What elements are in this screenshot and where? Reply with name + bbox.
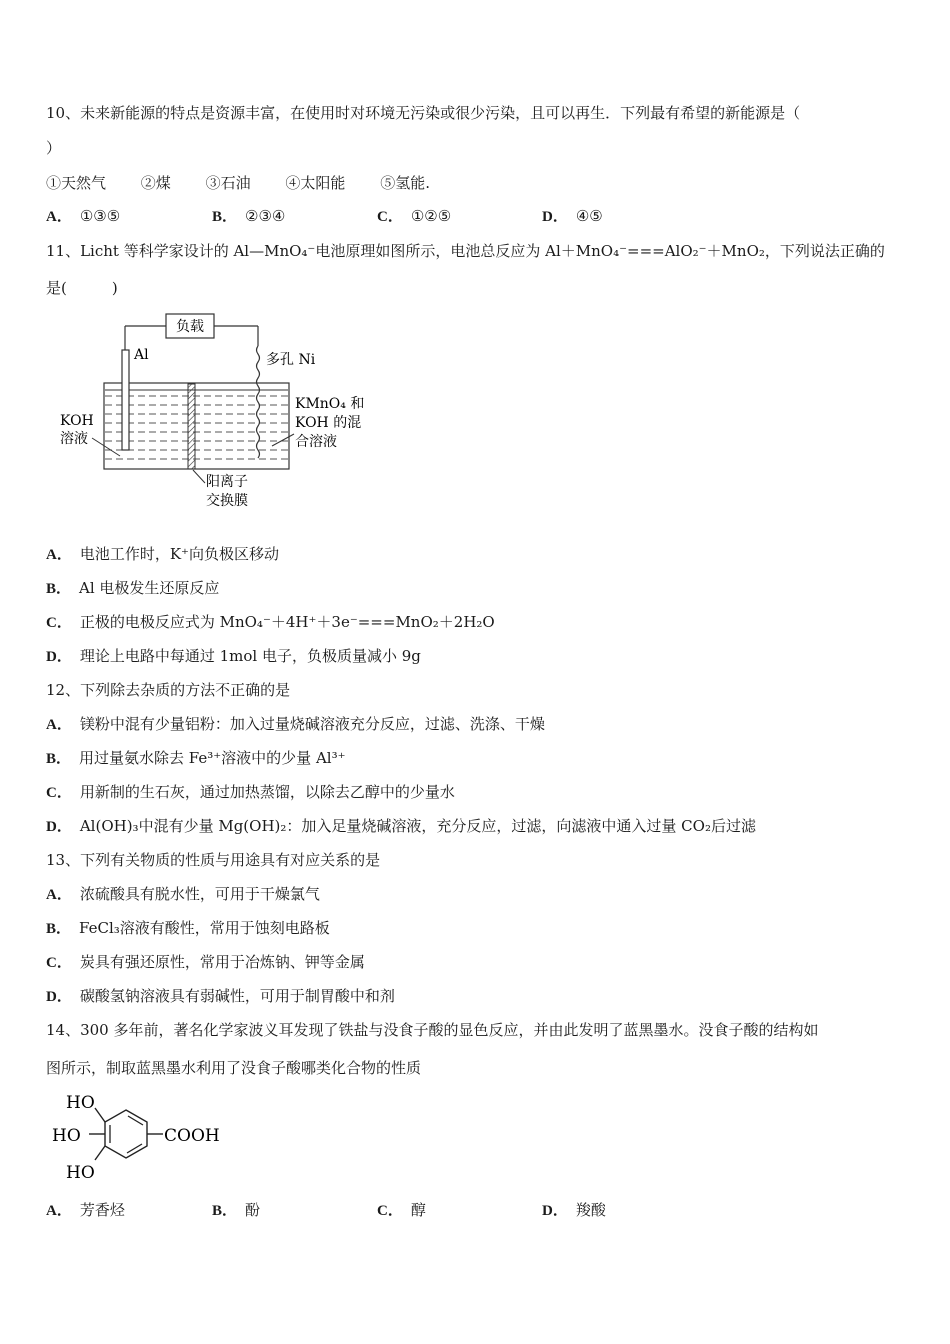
q11-option-a: A． 电池工作时，K⁺向负极区移动	[46, 545, 279, 563]
q11-option-d: D． 理论上电路中每通过 1mol 电子，负极质量减小 9g	[46, 647, 421, 665]
ho-bottom-label: HO	[66, 1163, 95, 1183]
q10-option-c: C． ①②⑤	[377, 207, 452, 225]
q13-stem: 13、下列有关物质的性质与用途具有对应关系的是	[46, 851, 381, 869]
q10-item: ⑤氢能.	[380, 174, 430, 192]
q14-option-d: D． 羧酸	[542, 1201, 606, 1219]
cation-exchange-membrane	[188, 384, 195, 469]
q11-stem-line1: 11、Licht 等科学家设计的 Al—MnO₄⁻电池原理如图所示，电池总反应为 Al＋MnO₄⁻===AlO₂⁻＋MnO₂，下列说法正确的	[46, 242, 885, 260]
q10-option-d: D． ④⑤	[542, 207, 603, 225]
q10-stem-line2: ）	[46, 139, 62, 157]
q14-stem-line1: 14、300 多年前，著名化学家波义耳发现了铁盐与没食子酸的显色反应，并由此发明了蓝黑墨水。没食子酸的结构如	[46, 1021, 819, 1039]
cooh-label: COOH	[164, 1126, 220, 1146]
q10-item: ②煤	[140, 174, 171, 192]
q13-option-b: B． FeCl₃溶液有酸性，常用于蚀刻电路板	[46, 919, 330, 937]
q10-option-a: A． ①③⑤	[46, 207, 121, 225]
q11-option-c: C． 正极的电极反应式为 MnO₄⁻＋4H⁺＋3e⁻===MnO₂＋2H₂O	[46, 613, 495, 631]
membrane-label-2: 交换膜	[206, 493, 248, 509]
q11-stem-line2: 是( )	[46, 279, 118, 297]
benzene-ring	[105, 1110, 147, 1158]
ni-label: 多孔 Ni	[266, 352, 316, 368]
q12-option-a: A． 镁粉中混有少量铝粉：加入过量烧碱溶液充分反应，过滤、洗涤、干燥	[46, 715, 545, 733]
left-solution-label-1: KOH	[60, 413, 94, 429]
q12-option-d: D． Al(OH)₃中混有少量 Mg(OH)₂：加入足量烧碱溶液，充分反应，过滤，向滤液中通入过量 CO₂后过滤	[46, 817, 756, 835]
q12-option-b: B． 用过量氨水除去 Fe³⁺溶液中的少量 Al³⁺	[46, 749, 346, 767]
load-label: 负载	[176, 319, 204, 335]
membrane-label-1: 阳离子	[206, 474, 248, 490]
gallic-acid-structure	[46, 1088, 236, 1188]
q10-stem-line1: 10、未来新能源的特点是资源丰富，在使用时对环境无污染或很少污染，且可以再生．下列最有希望的新能源是（	[46, 104, 801, 122]
left-solution-label-2: 溶液	[60, 431, 88, 447]
battery-diagram	[58, 308, 388, 518]
q10-option-b: B． ②③④	[212, 207, 286, 225]
q13-option-a: A． 浓硫酸具有脱水性，可用于干燥氯气	[46, 885, 320, 903]
q10-item: ③石油	[205, 174, 251, 192]
q13-option-d: D． 碳酸氢钠溶液具有弱碱性，可用于制胃酸中和剂	[46, 987, 395, 1005]
right-solution-label-2: KOH 的混	[295, 415, 362, 431]
q12-stem: 12、下列除去杂质的方法不正确的是	[46, 681, 291, 699]
ho-mid-label: HO	[52, 1126, 81, 1146]
q14-option-c: C． 醇	[377, 1201, 426, 1219]
solution-dashes	[105, 396, 288, 459]
right-solution-label-3: 合溶液	[295, 434, 337, 450]
right-solution-label-1: KMnO₄ 和	[295, 396, 365, 412]
q12-option-c: C． 用新制的生石灰，通过加热蒸馏，以除去乙醇中的少量水	[46, 783, 455, 801]
q10-item: ①天然气	[46, 174, 107, 192]
q14-option-a: A． 芳香烃	[46, 1201, 125, 1219]
al-label: Al	[134, 347, 149, 363]
q14-option-b: B． 酚	[212, 1201, 261, 1219]
ho-top-label: HO	[66, 1093, 95, 1113]
q11-option-b: B． Al 电极发生还原反应	[46, 579, 220, 597]
ni-electrode	[257, 346, 260, 458]
q13-option-c: C． 炭具有强还原性，常用于冶炼钠、钾等金属	[46, 953, 365, 971]
right-leader	[272, 434, 294, 446]
membrane-leader	[193, 470, 205, 483]
q14-stem-line2: 图所示，制取蓝黑墨水利用了没食子酸哪类化合物的性质	[46, 1059, 422, 1077]
al-electrode	[122, 350, 129, 450]
q10-items	[46, 173, 460, 193]
q10-item: ④太阳能	[285, 174, 346, 192]
